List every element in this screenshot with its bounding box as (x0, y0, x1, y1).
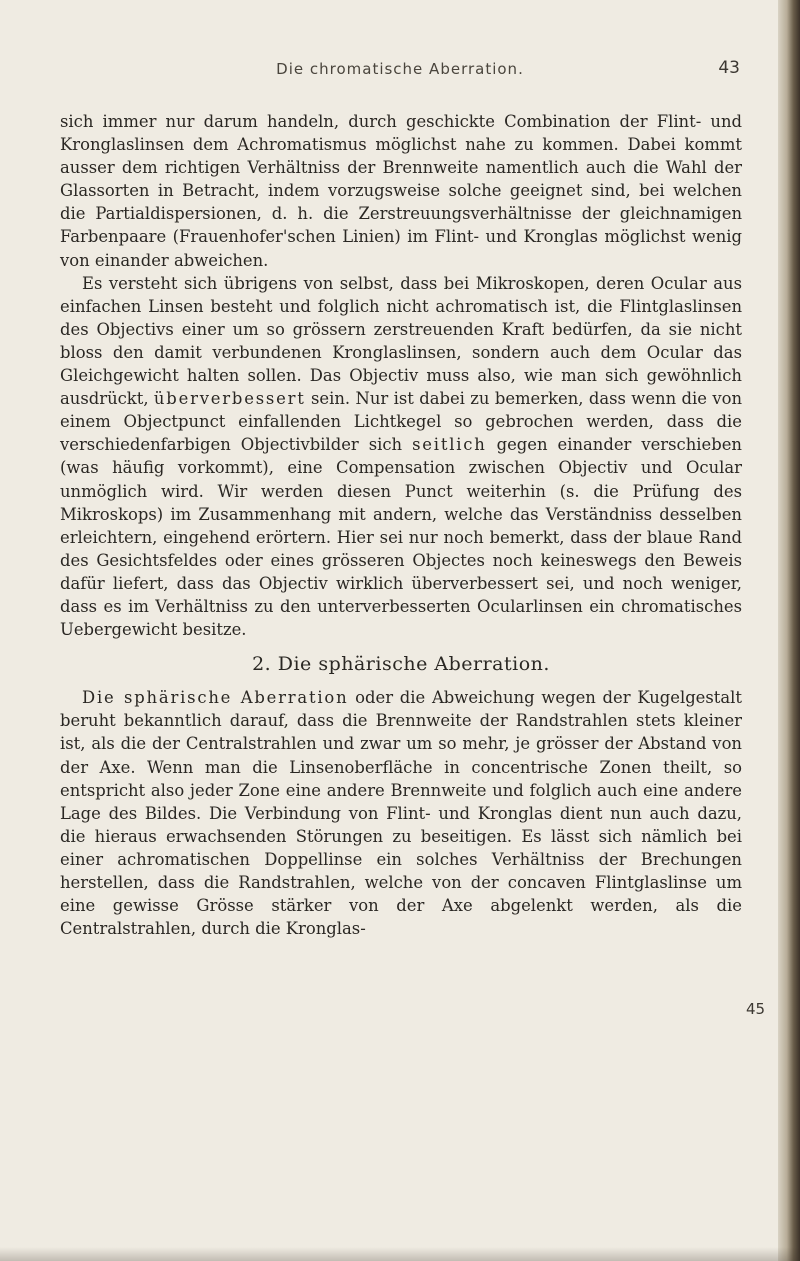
paragraph-2 (60, 272, 742, 642)
section-heading: 2. Die sphärische Aberration. (252, 653, 550, 676)
emphasis-sphaerische-aberration: Die sphärische Aberration (82, 688, 349, 708)
page-number: 43 (718, 58, 740, 78)
body-text (60, 110, 742, 940)
page-header (60, 60, 740, 90)
paragraph-2-part-a: Es versteht sich übrigens von selbst, dass bei Mikroskopen, deren Ocular aus einfachen Linsen besteht und folglich nicht achromatisch ist, die Flintglaslinsen des Objectivs einer um so grössern zerstreuenden Kraft bedürfen, da sie nicht bloss den damit verbundenen Kronglaslinsen, sondern auch dem Ocular das Gleichgewicht halten sollen. Das Objectiv muss also, wie man sich gewöhnlich ausdrückt, (60, 273, 742, 409)
paragraph-1: sich immer nur darum handeln, durch geschickte Combination der Flint- und Kronglaslinsen dem Achromatismus möglichst nahe zu kommen. Dabei kommt ausser dem richtigen Verhältniss der Brennweite namentlich auch die Wahl der Glassorten in Betracht, indem vorzugsweise solche geeignet sind, bei welchen die Partialdispersionen, d. h. die Zerstreuungsverhältnisse der gleichnamigen Farbenpaare (Frauenhofer'schen Linien) im Flint- und Kronglas möglichst wenig von einander abweichen. (60, 112, 742, 270)
bottom-shadow (0, 1247, 800, 1261)
running-title: Die chromatische Aberration. (276, 60, 524, 78)
paragraph-3-text: oder die Abweichung wegen der Kugelgestalt beruht bekanntlich darauf, dass die Brennweite der Randstrahlen stets kleiner ist, als die der Centralstrahlen und zwar um so mehr, je grösser der Abstand von der Axe. Wenn man die Linsenoberfläche in concentrische Zonen theilt, so entspricht also jeder Zone eine andere Brennweite und folglich auch eine andere Lage des Bildes. Die Verbindung von Flint- und Kronglas dient nun auch dazu, die hieraus erwachsenden Störungen zu beseitigen. Es lässt sich nämlich bei einer achromatischen Doppellinse ein solches Verhältniss der Brechungen herstellen, dass die Randstrahlen, welche von der concaven Flintglaslinse um eine gewisse Grösse stärker von der Axe abgelenkt werden, als die Centralstrahlen, durch die Kronglas- (60, 688, 742, 939)
paragraph-2-part-b: sein. Nur ist dabei zu bemerken, dass wenn die von einem Objectpunct einfallenden Lichtkegel so gebrochen werden, dass die verschiedenfarbigen Objectivbilder sich (60, 389, 742, 455)
margin-number: 45 (746, 1000, 766, 1018)
emphasis-seitlich: seitlich (412, 435, 487, 455)
paragraph-3 (60, 686, 742, 940)
book-spine-edge (778, 0, 800, 1261)
paragraph-2-part-c: gegen einander verschieben (was häufig vorkommt), eine Compensation zwischen Objectiv und Ocular unmöglich wird. Wir werden diesen Punct weiterhin (s. die Prüfung des Mikroskops) im Zusammenhang mit andern, welche das Verständniss desselben erleichtern, eingehend erörtern. Hier sei nur noch bemerkt, dass der blaue Rand des Gesichtsfeldes oder eines grösseren Objectes noch keineswegs den Beweis dafür liefert, dass das Objectiv wirklich überverbessert sei, und noch weniger, dass es im Verhältniss zu den unterverbesserten Ocularlinsen ein chromatisches Uebergewicht besitze. (60, 435, 742, 640)
emphasis-ueberverbessert: überverbessert (153, 389, 306, 409)
